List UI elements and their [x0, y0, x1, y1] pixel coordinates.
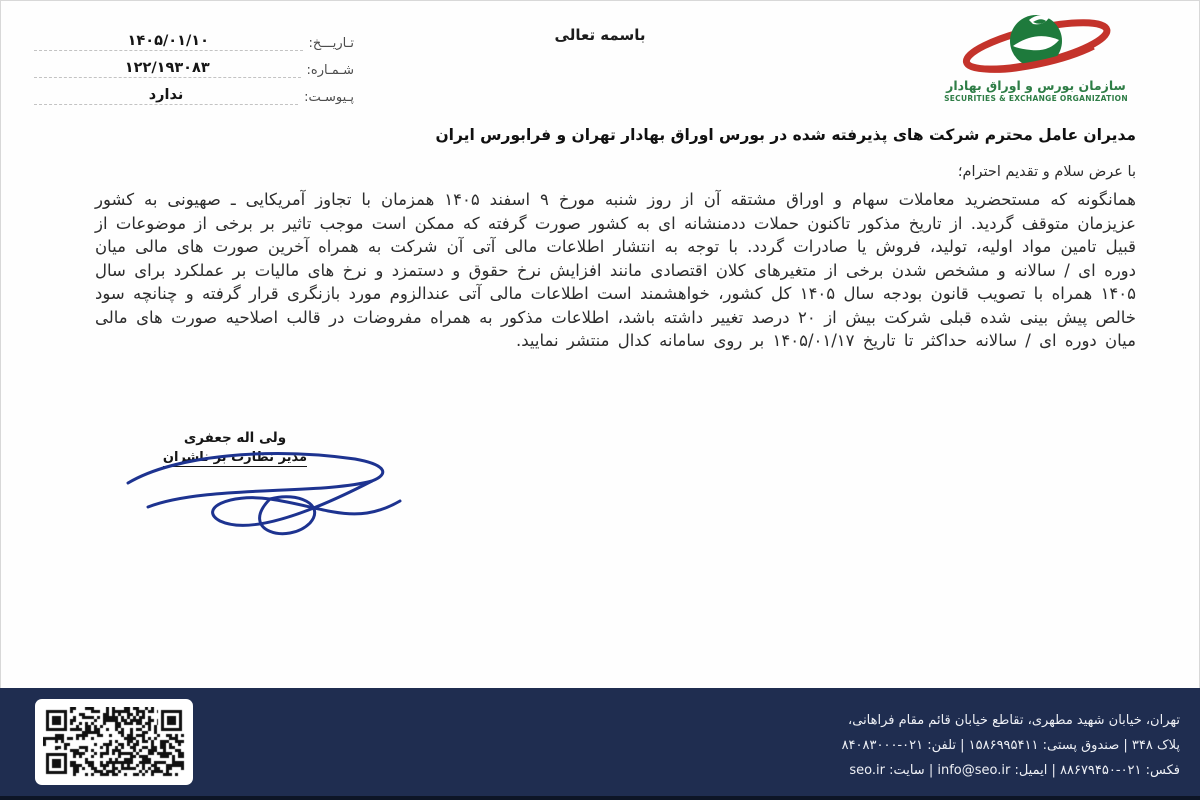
handwritten-signature-icon	[120, 443, 410, 545]
meta-attachment-row	[34, 78, 356, 105]
letter-body: همانگونه که مستحضرید معاملات سهام و اوراق مشتقه آن از روز شنبه مورخ ۹ اسفند ۱۴۰۵ همزمان با تجاوز آمریکایی ـ صهیونی به کشور عزیزمان متوقف گردید. از تاریخ مذکور تاکنون حملات ددمنشانه ای به کشور صورت گرفته که ممکن است موجب تاثیر بر برخی از موضوعات از قبیل تامین مواد اولیه، تولید، فروش یا صادرات گردد. با توجه به انتشار اطلاعات مالی آتی آن شرکت به همراه آخرین صورت های مالی میان دوره ای / سالانه و مشخص شدن برخی از متغیرهای کلان اقتصادی مانند افزایش نرخ حقوق و دستمزد و نرخ های مالیات بر عملکرد برای سال ۱۴۰۵ همراه با تصویب قانون بودجه سال ۱۴۰۵ کل کشور، خواهشمند است اطلاعات مالی آتی عندالزوم مورد بازنگری قرار گرفته و چنانچه سود خالص پیش بینی شده قبلی شرکت بیش از ۲۰ درصد تغییر داشته باشد، اطلاعات مذکور به همراه مفروضات در قالب اصلاحیه صورت های مالی میان دوره ای / سالانه حداکثر تا تاریخ ۱۴۰۵/۰۱/۱۷ بر روی سامانه کدال منتشر نمایید.	[95, 190, 1137, 350]
signer-name: ولی اله جعفری	[183, 430, 287, 446]
number-value: ۱۲۲/۱۹۳۰۸۳	[34, 60, 301, 78]
meta-number-row	[34, 51, 356, 78]
date-value: ۱۴۰۵/۰۱/۱۰	[34, 33, 303, 51]
footer-contact-block	[842, 708, 1180, 783]
number-label: شـمـاره:	[306, 63, 354, 78]
date-label: تـاریـــخ:	[308, 36, 354, 51]
footer-contact-line: پلاک ۳۴۸ | صندوق پستی: ۱۵۸۶۹۹۵۴۱۱ | تلفن: ۰۲۱-۸۴۰۸۳۰۰۰	[841, 738, 1180, 753]
org-name-fa: سازمان بورس و اوراق بهادار	[946, 78, 1126, 93]
qr-code-icon	[43, 707, 185, 777]
qr-card	[35, 699, 193, 785]
letter-meta-block	[34, 24, 356, 105]
attachment-label: پـیوسـت:	[304, 90, 354, 105]
addressee-line: مدیران عامل محترم شرکت های پذیرفته شده در بورس اوراق بهادار تهران و فرابورس ایران	[435, 126, 1136, 144]
globe-ring-icon	[938, 10, 1134, 76]
seo-logo	[938, 10, 1134, 103]
footer-address-line: تهران، خیابان شهید مطهری، تقاطع خیابان قائم مقام فراهانی،	[848, 713, 1180, 728]
org-name-en: SECURITIES & EXCHANGE ORGANIZATION	[944, 94, 1128, 103]
salutation-line: با عرض سلام و تقدیم احترام؛	[957, 164, 1136, 180]
meta-date-row	[34, 24, 356, 51]
signer-title: مدیر نظارت بر ناشران	[162, 450, 308, 465]
bismillah-heading: باسمه تعالی	[554, 26, 646, 44]
footer-web-line: فکس: ۰۲۱-۸۸۶۷۹۴۵۰ | ایمیل: info@seo.ir | سایت: seo.ir	[849, 763, 1180, 778]
letterhead-footer	[0, 688, 1200, 800]
attachment-value: ندارد	[34, 87, 298, 105]
